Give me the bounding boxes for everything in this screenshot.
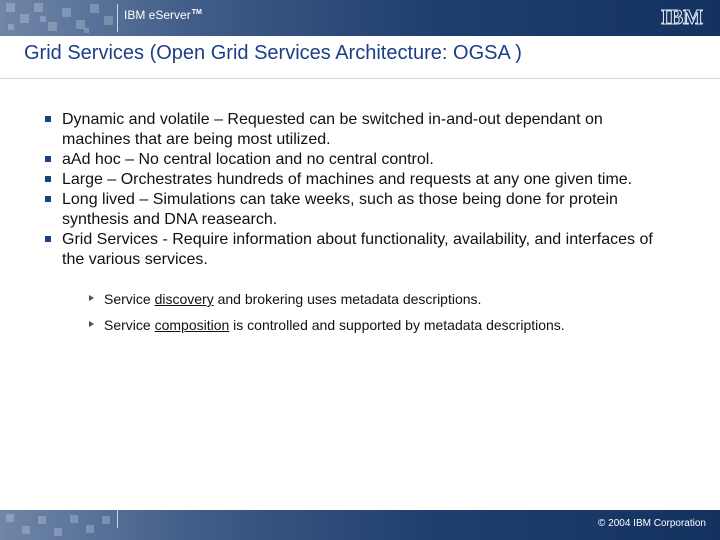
list-item: aAd hoc – No central location and no central control.: [62, 150, 672, 170]
page-title: Grid Services (Open Grid Services Architecture: OGSA ): [24, 42, 522, 64]
banner-tile-pattern: [0, 0, 120, 36]
banner-divider: [117, 4, 118, 32]
composition-term: composition: [154, 317, 230, 333]
square-bullet-icon: [45, 176, 51, 182]
square-bullet-icon: [45, 116, 51, 122]
footer-divider: [117, 510, 118, 528]
square-bullet-icon: [45, 156, 51, 162]
list-item: Long lived – Simulations can take weeks, such as those being done for protein synthesis and DNA reasearch.: [62, 190, 672, 230]
ibm-logo-graphic: [656, 6, 708, 27]
discovery-term: discovery: [154, 291, 214, 307]
brand-name: IBM eServer™: [124, 8, 202, 22]
square-bullet-icon: [45, 196, 51, 202]
ibm-logo-text: IBM: [661, 6, 703, 27]
ibm-logo-icon: [656, 6, 708, 27]
list-item: Grid Services - Require information about functionality, availability, and interfaces of the various services.: [62, 230, 672, 270]
square-bullet-icon: [45, 236, 51, 242]
sub-bullet-list-2: [104, 316, 565, 334]
triangle-bullet-icon: [89, 321, 94, 327]
list-item: Dynamic and volatile – Requested can be switched in-and-out dependant on machines that are being most utilized.: [62, 110, 672, 150]
triangle-bullet-icon: [89, 295, 94, 301]
copyright-text: © 2004 IBM Corporation: [598, 518, 706, 529]
title-divider: [0, 78, 720, 79]
header-banner: [0, 0, 720, 36]
footer-tile-pattern: [0, 510, 120, 540]
sub-list-item: Service discovery and brokering uses metadata descriptions.: [104, 290, 481, 308]
list-item: Large – Orchestrates hundreds of machines and requests at any one given time.: [62, 170, 672, 190]
footer-banner: [0, 510, 720, 540]
bullet-list: [62, 110, 672, 270]
trademark-mark: TM: [191, 9, 202, 16]
sub-list-item: Service composition is controlled and supported by metadata descriptions.: [104, 316, 565, 334]
sub-bullet-list-1: [104, 290, 481, 308]
